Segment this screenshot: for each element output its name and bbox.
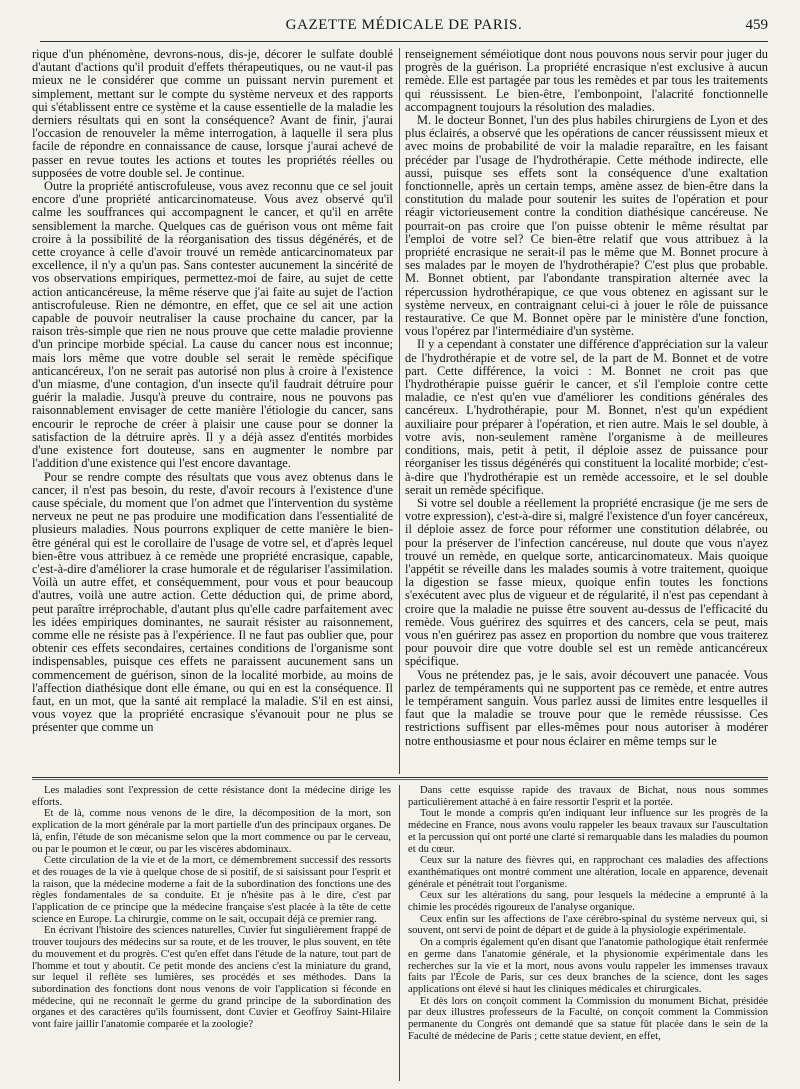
paragraph: Pour se rendre compte des résultats que vous avez obtenus dans le cancer, il n'est pas besoin, du reste, d'avoir recours à l'existence d'une cause spéciale, du moment que l'on admet que l'intervention du système nerveux ne peut ne pas produire une modification dans l'essentialité de plusieurs maladies. Nous pourrons expliquer de cette manière le bien-être général qui est le corollaire de l'usage de votre sel, et d'après lequel bien-être vous attribuez à ce remède une propriété encrasique, capable, c'est-à-dire d'améliorer la crase humorale et de régulariser l'assimilation. Voilà un autre effet, et conséquemment, pour vous et pour beaucoup d'autres, voilà une autre action. Cette déduction qui, de prime abord, peut paraître irréprochable, d'autant plus qu'elle cadre parfaitement avec les idées empiriques dominantes, ne saurait résister au raisonnement, comme elle ne résiste pas à l'expérience. Il ne faut pas oublier que, pour obtenir ces effets secondaires, certaines conditions de l'organisme sont indispensables, puisque ces effets ne paraissent aucunement sans un commencement de guérison, sinon de la localité morbide, au moins de l'affection diathésique dont elle émane, ou qui en est la conséquence. Il faut, en un mot, que la santé ait remplacé la maladie. S'il en est ainsi, vous voyez que la propriété encrasique s'évanouit pour ne plus se présenter que comme un	[32, 469, 393, 735]
paragraph: renseignement séméiotique dont nous pouvons nous servir pour juger du progrès de la guérison. La propriété encrasique n'est exclusive à aucun remède. Elle est partagée par tous les remèdes et par tous les traitements qui réussissent. Le bien-être, l'embonpoint, l'alacrité fonctionnelle accompagnent toujours la résolution des maladies.	[405, 47, 768, 114]
paragraph: Et de là, comme nous venons de le dire, la décomposition de la mort, son explication de la mort générale par la mort partielle d'un des principaux organes. De là, enfin, l'étude de son mécanisme selon que la mort commence ou par le cerveau, ou par le poumon et le cœur, ou par les viscères abdominaux.	[32, 808, 391, 855]
upper-right-column	[405, 48, 768, 748]
paragraph: Dans cette esquisse rapide des travaux de Bichat, nous nous sommes particulièrement attaché à en faire ressortir l'esprit et la portée.	[408, 785, 768, 808]
paragraph: rique d'un phénomène, devrons-nous, dis-je, décorer le sulfate doublé d'autant d'actions qu'il produit d'effets thérapeutiques, ou ne vaut-il pas mieux ne le considérer que comme un puissant nervin purement et simplement, mettant sur le compte du système nerveux et des rapports qui s'établissent entre ce système et la cause essentielle de la maladie les derniers résultats qui en sont la conséquence? Avant de finir, j'aurai l'occasion de renouveler la même interrogation, à laquelle il sera plus facile de répondre en connaissance de cause, lorsque j'aurai achevé de passer en revue toutes les actions et toutes les propriétés réelles ou supposées de votre double sel. Je continue.	[32, 47, 393, 180]
column-divider	[399, 48, 400, 774]
paragraph: Il y a cependant à constater une différence d'appréciation sur la valeur de l'hydrothérapie et de votre sel, de la part de M. Bonnet et de votre part. Cette différence, la voici : M. Bonnet ne croit pas que l'hydrothérapie puisse guérir le cancer, et s'il l'emploie contre cette maladie, ce n'est qu'en vue d'améliorer les conditions générales des cancéreux. L'hydrothérapie, pour M. Bonnet, n'est qu'un expédient auxiliaire pour préparer à l'opération, et rien autre. Mais le sel double, à votre avis, non-seulement ramène l'organisme à de meilleures conditions, mais, petit à petit, il déploie assez de puissance pour réorganiser les tissus dégénérés qui constituent la localité morbide; c'est-à-dire que l'hydrothérapie est un remède accessoire, et le sel double serait un remède spécifique.	[405, 337, 768, 497]
paragraph: Ceux sur les altérations du sang, pour lesquels la médecine a emprunté à la chimie les procédés rigoureux de l'analyse organique.	[408, 890, 768, 914]
paragraph: M. le docteur Bonnet, l'un des plus habiles chirurgiens de Lyon et des plus éclairés, a observé que les opérations de cancer réussissent mieux et avec moins de probabilité de voir la maladie reparaître, en les faisant précéder par l'usage de l'hydrothérapie. Cette méthode indirecte, elle aussi, puisque ses effets sont la conséquence d'une exaltation fonctionnelle, après un certain temps, amène assez de bien-être dans la constitution du malade pour soutenir les suites de l'opération et pour réagir victorieusement contre la condition diathésique cancéreuse. Ne pourrait-on pas croire que l'on puisse obtenir le même résultat par l'emploi de votre sel? Ce bien-être relatif que vous attribuez à la propriété encrasique ne serait-il pas le même que M. Bonnet procure à ses malades par le moyen de l'hydrothérapie? C'est plus que probable. M. Bonnet obtient, par l'abondante transpiration alternée avec la répercussion hydrothérapique, ce que vous obtenez en agissant sur le système nerveux, en contraignant celui-ci à jouer le rôle de puissance restaurative. Ce que M. Bonnet opère par le ministère d'une fonction, vous l'opérez par l'intermédiaire d'un système.	[405, 113, 768, 339]
paragraph: Tout le monde a compris qu'en indiquant leur influence sur les progrès de la médecine en France, nous avons voulu rappeler les beaux travaux sur l'auscultation et la percussion qui ont porté une clarté si remarquable dans les maladies du poumon et du cœur.	[408, 808, 768, 855]
feuilleton-left-column	[32, 785, 391, 1031]
paragraph: Cette circulation de la vie et de la mort, ce démembrement successif des ressorts et des rouages de la vie à quelque chose de si positif, de si saisissant pour l'esprit et la raison, que la médecine moderne a fait de la subordination des fonctions une des règles fondamentales de sa conduite. Et je n'hésite pas à le dire, c'est par l'application de ce principe que la médecine française s'est placée à la tête de cette science en Europe. La chirurgie, comme on le sait, occupait déjà ce premier rang.	[32, 855, 391, 925]
paragraph: Outre la propriété antiscrofuleuse, vous avez reconnu que ce sel jouit encore d'une propriété anticarcinomateuse. Vous avez observé qu'il calme les souffrances qui accompagnent le cancer, et qu'il en arrête sensiblement la marche. Quelques cas de guérison vous ont même fait croire à la possibilité de la réorganisation des tissus dégénérés, et de cette croyance à celle d'avoir trouvé un remède anticarcinomateux par excellence, il n'y a qu'un pas. Sans contester aucunement la sincérité de vos observations empiriques, permettez-moi de faire, au sujet de cette action anticancéreuse, la même réserve que j'ai faite au sujet de l'action antiscrofuleuse. Rien ne démontre, en effet, que ce sel ait une action capable de pouvoir neutraliser la cause prochaine du cancer, par la raison très-simple que rien ne nous prouve que cette maladie provienne d'un principe morbide spécial. La cause du cancer nous est inconnue; mais lors même que votre double sel serait le remède spécifique anticancéreux, l'on ne serait pas autorisé non plus à croire à l'existence d'un miasme, d'une contagion, d'un insecte qu'il faudrait détruire pour guérir la maladie. Jusqu'à preuve du contraire, nous ne pouvons pas raisonnablement envisager de cette manière l'étiologie du cancer, sans encourir le reproche de créer à plaisir une cause pour se donner la satisfaction de la détruire après. Il y a déjà assez d'entités morbides d'une existence fort douteuse, sans en augmenter le nombre par l'addition d'une existence qui l'est encore davantage.	[32, 179, 393, 471]
paragraph: Si votre sel double a réellement la propriété encrasique (je me sers de votre expression), c'est-à-dire si, malgré l'existence d'un foyer cancéreux, il déploie assez de force pour réformer une constitution délabrée, ou pour la préserver de l'infection cancéreuse, nul doute que vous n'ayez trouvé un remède, en quelque sorte, anticarcinomateux. Mais quoique l'appétit se réveille dans les malades soumis à votre traitement, quoique la digestion se fasse mieux, quoique enfin toutes les fonctions s'exécutent avec plus de vigueur et de régularité, il n'est pas cependant à croire que la maladie ne puisse être souvent au-dessus de l'efficacité du remède. Vous guérirez des squirres et des cancers, cela se peut, mais vous n'en guérirez pas assez en proportion du nombre que vous traiterez pour pouvoir dire que votre double sel est un remède anticancéreux spécifique.	[405, 495, 768, 669]
page-number: 459	[745, 17, 768, 33]
paragraph: Ceux sur la nature des fièvres qui, en rapprochant ces maladies des affections exanthématiques ont montré comment une altération, locale en apparence, devenait générale et pénétrait tout l'organisme.	[408, 855, 768, 890]
page-header	[40, 8, 768, 42]
feuilleton-column-divider	[399, 785, 400, 1081]
upper-left-column	[32, 48, 393, 735]
journal-title: GAZETTE MÉDICALE DE PARIS.	[285, 17, 523, 33]
feuilleton-rule-double	[32, 779, 768, 780]
header-rule	[40, 41, 768, 42]
paragraph: Ceux enfin sur les affections de l'axe cérébro-spinal du système nerveux qui, si souvent, ont servi de point de départ et de guide à la physiologie expérimentale.	[408, 913, 768, 937]
paragraph: Et dès lors on conçoit comment la Commission du monument Bichat, présidée par deux illustres professeurs de la Faculté, on conçoit comment la Commission permanente du Congrès ont demandé que sa statue fût placée dans le sein de la Faculté de médecine de Paris ; cette statue devient, en effet,	[408, 995, 768, 1042]
feuilleton-rule	[32, 777, 768, 778]
paragraph: On a compris également qu'en disant que l'anatomie pathologique était renfermée en germe dans l'anatomie générale, et la physionomie expérimentale dans les recherches sur la vie et la mort, nous avons voulu rappeler les immenses travaux faits par l'École de Paris, sur ces deux branches de la science, dont les sages applications ont élevé si haut les cliniques médicales et chirurgicales.	[408, 937, 768, 995]
paragraph: En écrivant l'histoire des sciences naturelles, Cuvier fut singulièrement frappé de trouver toujours des médecins sur sa route, et de les trouver, le plus souvent, en tête du mouvement et du progrès. C'est qu'en effet dans l'étude de la nature, tout part de l'homme et tout y aboutit. Ce petit monde des anciens c'est la miniature du grand, sur lequel il reflète ses lumières, ses procédés et ses méthodes. Dans la subordination des fonctions dont nous venons de voir l'application si féconde en médecine, qui ne reconnaît le germe du grand principe de la subordination des organes et des caractères qu'ils fournissent, dont Cuvier et Geoffroy Saint-Hilaire vont faire jaillir l'anatomie comparée et la zoologie?	[32, 925, 391, 1031]
paragraph: Vous ne prétendez pas, je le sais, avoir découvert une panacée. Vous parlez de tempéraments qui ne supportent pas ce remède, et entre autres le tempérament sanguin. Vous parlez aussi de limites entre lesquelles il faut que la maladie se trouve pour que le remède réussisse. Ces restrictions suffisent par elles-mêmes pour nous autoriser à modérer notre enthousiasme et pour nous éclairer en même temps sur le	[405, 667, 768, 748]
paragraph: Les maladies sont l'expression de cette résistance dont la médecine dirige les efforts.	[32, 785, 391, 808]
feuilleton-right-column	[408, 785, 768, 1042]
